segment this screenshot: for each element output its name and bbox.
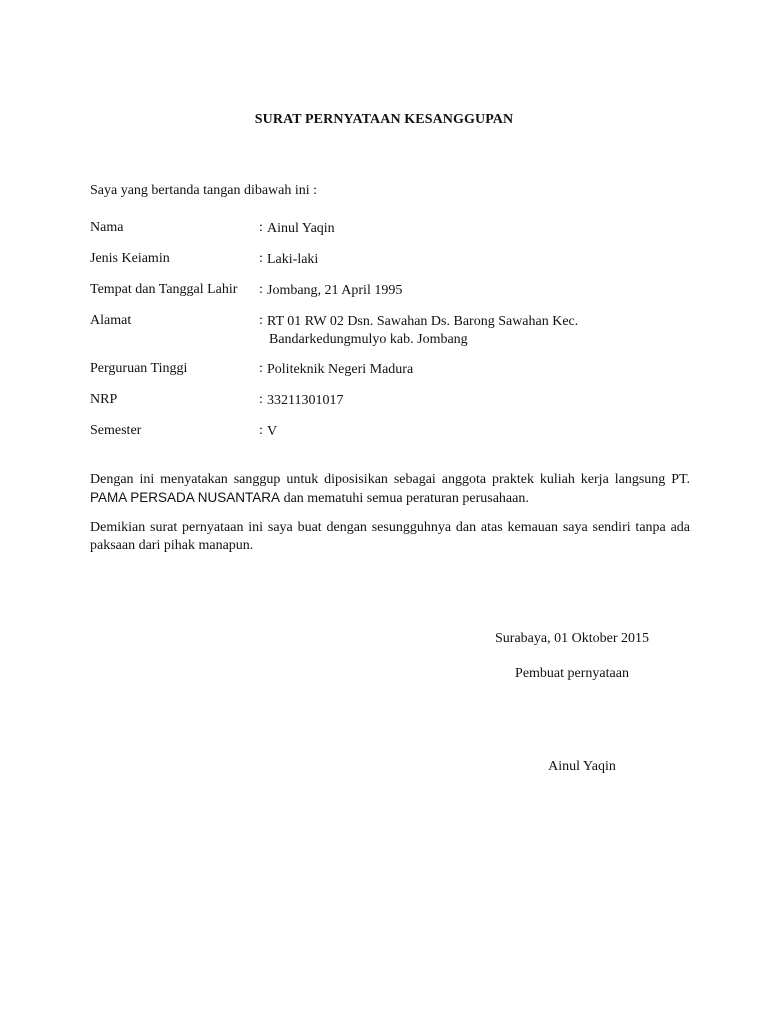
statement-part-1: Dengan ini menyatakan sanggup untuk diposisikan sebagai anggota praktek kuliah kerja langsung PT. (90, 472, 690, 487)
address-line-1: RT 01 RW 02 Dsn. Sawahan Ds. Barong Sawahan Kec. (267, 314, 579, 329)
statement-part-2: dan mematuhi semua peraturan perusahaan. (280, 491, 529, 506)
field-colon: : (259, 423, 263, 438)
field-value: Laki-laki (267, 252, 319, 267)
field-value: Ainul Yaqin (267, 221, 335, 236)
field-label: Nama (90, 220, 124, 235)
field-colon: : (259, 392, 263, 407)
statement-paragraph (90, 470, 690, 508)
field-label: Perguruan Tinggi (90, 361, 188, 376)
field-label: Semester (90, 423, 142, 438)
field-value: Jombang, 21 April 1995 (267, 283, 403, 298)
address-line-2: Bandarkedungmulyo kab. Jombang (269, 332, 468, 347)
place-date: Surabaya, 01 Oktober 2015 (495, 631, 649, 646)
field-colon: : (259, 251, 263, 266)
field-value-multiline (267, 313, 687, 349)
field-value: Politeknik Negeri Madura (267, 362, 414, 377)
signer-name: Ainul Yaqin (548, 759, 616, 774)
field-value: 33211301017 (267, 393, 344, 408)
field-label: Tempat dan Tanggal Lahir (90, 282, 238, 297)
field-colon: : (259, 313, 263, 328)
field-colon: : (259, 220, 263, 235)
field-colon: : (259, 282, 263, 297)
intro-text: Saya yang bertanda tangan dibawah ini : (90, 183, 318, 198)
field-label: Jenis Keiamin (90, 251, 170, 266)
document-title: SURAT PERNYATAAN KESANGGUPAN (254, 112, 514, 127)
company-name: PAMA PERSADA NUSANTARA (90, 490, 281, 505)
field-label: Alamat (90, 313, 132, 328)
signer-role: Pembuat pernyataan (515, 666, 629, 681)
field-label: NRP (90, 392, 118, 407)
field-value: V (267, 424, 278, 439)
field-colon: : (259, 361, 263, 376)
closing-paragraph: Demikian surat pernyataan ini saya buat dengan sesungguhnya dan atas kemauan saya sendiri tanpa ada paksaan dari pihak manapun. (90, 520, 690, 553)
